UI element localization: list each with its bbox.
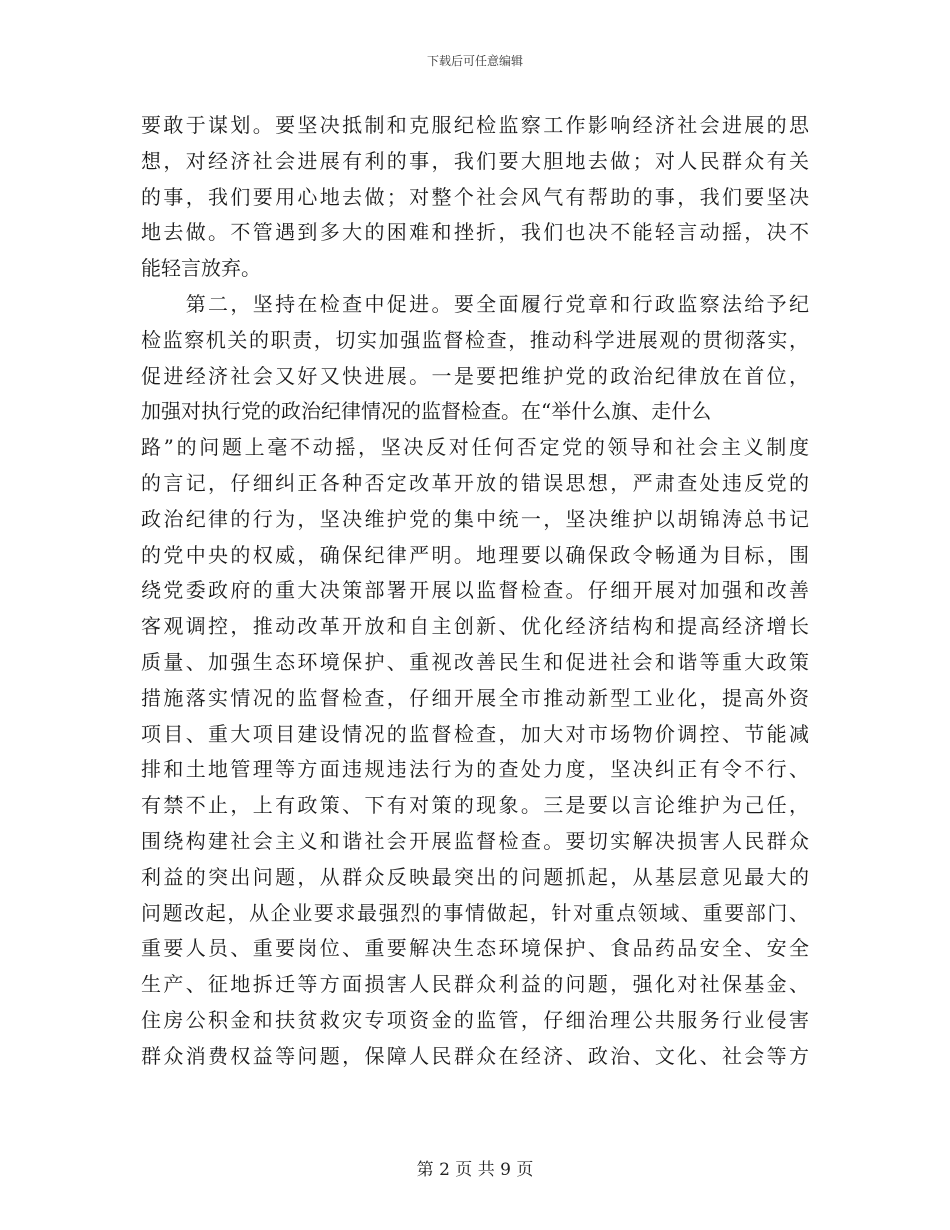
body-line: 群众消费权益等问题，保障人民群众在经济、政治、文化、社会等方 [141, 1043, 809, 1068]
body-line: 排和土地管理等方面违规违法行为的查处力度，坚决纠正有令不行、 [141, 757, 809, 782]
body-line: 要敢于谋划。要坚决抵制和克服纪检监察工作影响经济社会进展的思 [141, 113, 809, 137]
body-line: 质量、加强生态环境保护、重视改善民生和促进社会和谐等重大政策 [141, 649, 809, 674]
body-line: 绕党委政府的重大决策部署开展以监督检查。仔细开展对加强和改善 [141, 578, 809, 603]
body-line: 住房公积金和扶贫救灾专项资金的监管，仔细治理公共服务行业侵害 [141, 1007, 809, 1032]
body-line: 能轻言放弃。 [141, 256, 261, 281]
body-line: 客观调控，推动改革开放和自主创新、优化经济结构和提高经济增长 [141, 614, 809, 639]
body-line: 第二，坚持在检查中促进。要全面履行党章和行政监察法给予纪 [141, 291, 809, 316]
page-header-note: 下载后可任意编辑 [426, 54, 523, 68]
body-line: 重要人员、重要岗位、重要解决生态环境保护、食品药品安全、安全 [141, 936, 809, 961]
body-line: 的事，我们要用心地去做；对整个社会风气有帮助的事，我们要坚决 [141, 184, 809, 209]
page-number: 第 2 页 共 9 页 [416, 1160, 534, 1180]
body-line: 路”的问题上毫不动摇，坚决反对任何否定党的领导和社会主义制度 [141, 435, 809, 460]
body-line: 地去做。不管遇到多大的困难和挫折，我们也决不能轻言动摇，决不 [141, 220, 809, 245]
body-line: 问题改起，从企业要求最强烈的事情做起，针对重点领域、重要部门、 [141, 900, 809, 925]
body-line: 生产、征地拆迁等方面损害人民群众利益的问题，强化对社保基金、 [141, 972, 809, 997]
body-line: 有禁不止，上有政策、下有对策的现象。三是要以言论维护为己任， [141, 793, 809, 818]
body-line: 促进经济社会又好又快进展。一是要把维护党的政治纪律放在首位， [141, 363, 809, 388]
body-line: 项目、重大项目建设情况的监督检查，加大对市场物价调控、节能减 [141, 721, 809, 746]
body-line: 想，对经济社会进展有利的事，我们要大胆地去做；对人民群众有关 [141, 148, 809, 173]
document-body [141, 108, 809, 1075]
body-line: 措施落实情况的监督检查，仔细开展全市推动新型工业化，提高外资 [141, 685, 809, 710]
body-line: 加强对执行党的政治纪律情况的监督检查。在“举什么旗、走什么 [141, 399, 712, 424]
body-line: 围绕构建社会主义和谐社会开展监督检查。要切实解决损害人民群众 [141, 828, 809, 853]
body-line: 检监察机关的职责，切实加强监督检查，推动科学进展观的贯彻落实， [141, 327, 809, 352]
body-line: 利益的突出问题，从群众反映最突出的问题抓起，从基层意见最大的 [141, 864, 809, 889]
body-line: 政治纪律的行为，坚决维护党的集中统一，坚决维护以胡锦涛总书记 [141, 506, 809, 531]
body-line: 的言记，仔细纠正各种否定改革开放的错误思想，严肃查处违反党的 [141, 470, 809, 495]
body-line: 的党中央的权威，确保纪律严明。地理要以确保政令畅通为目标，围 [141, 542, 809, 567]
